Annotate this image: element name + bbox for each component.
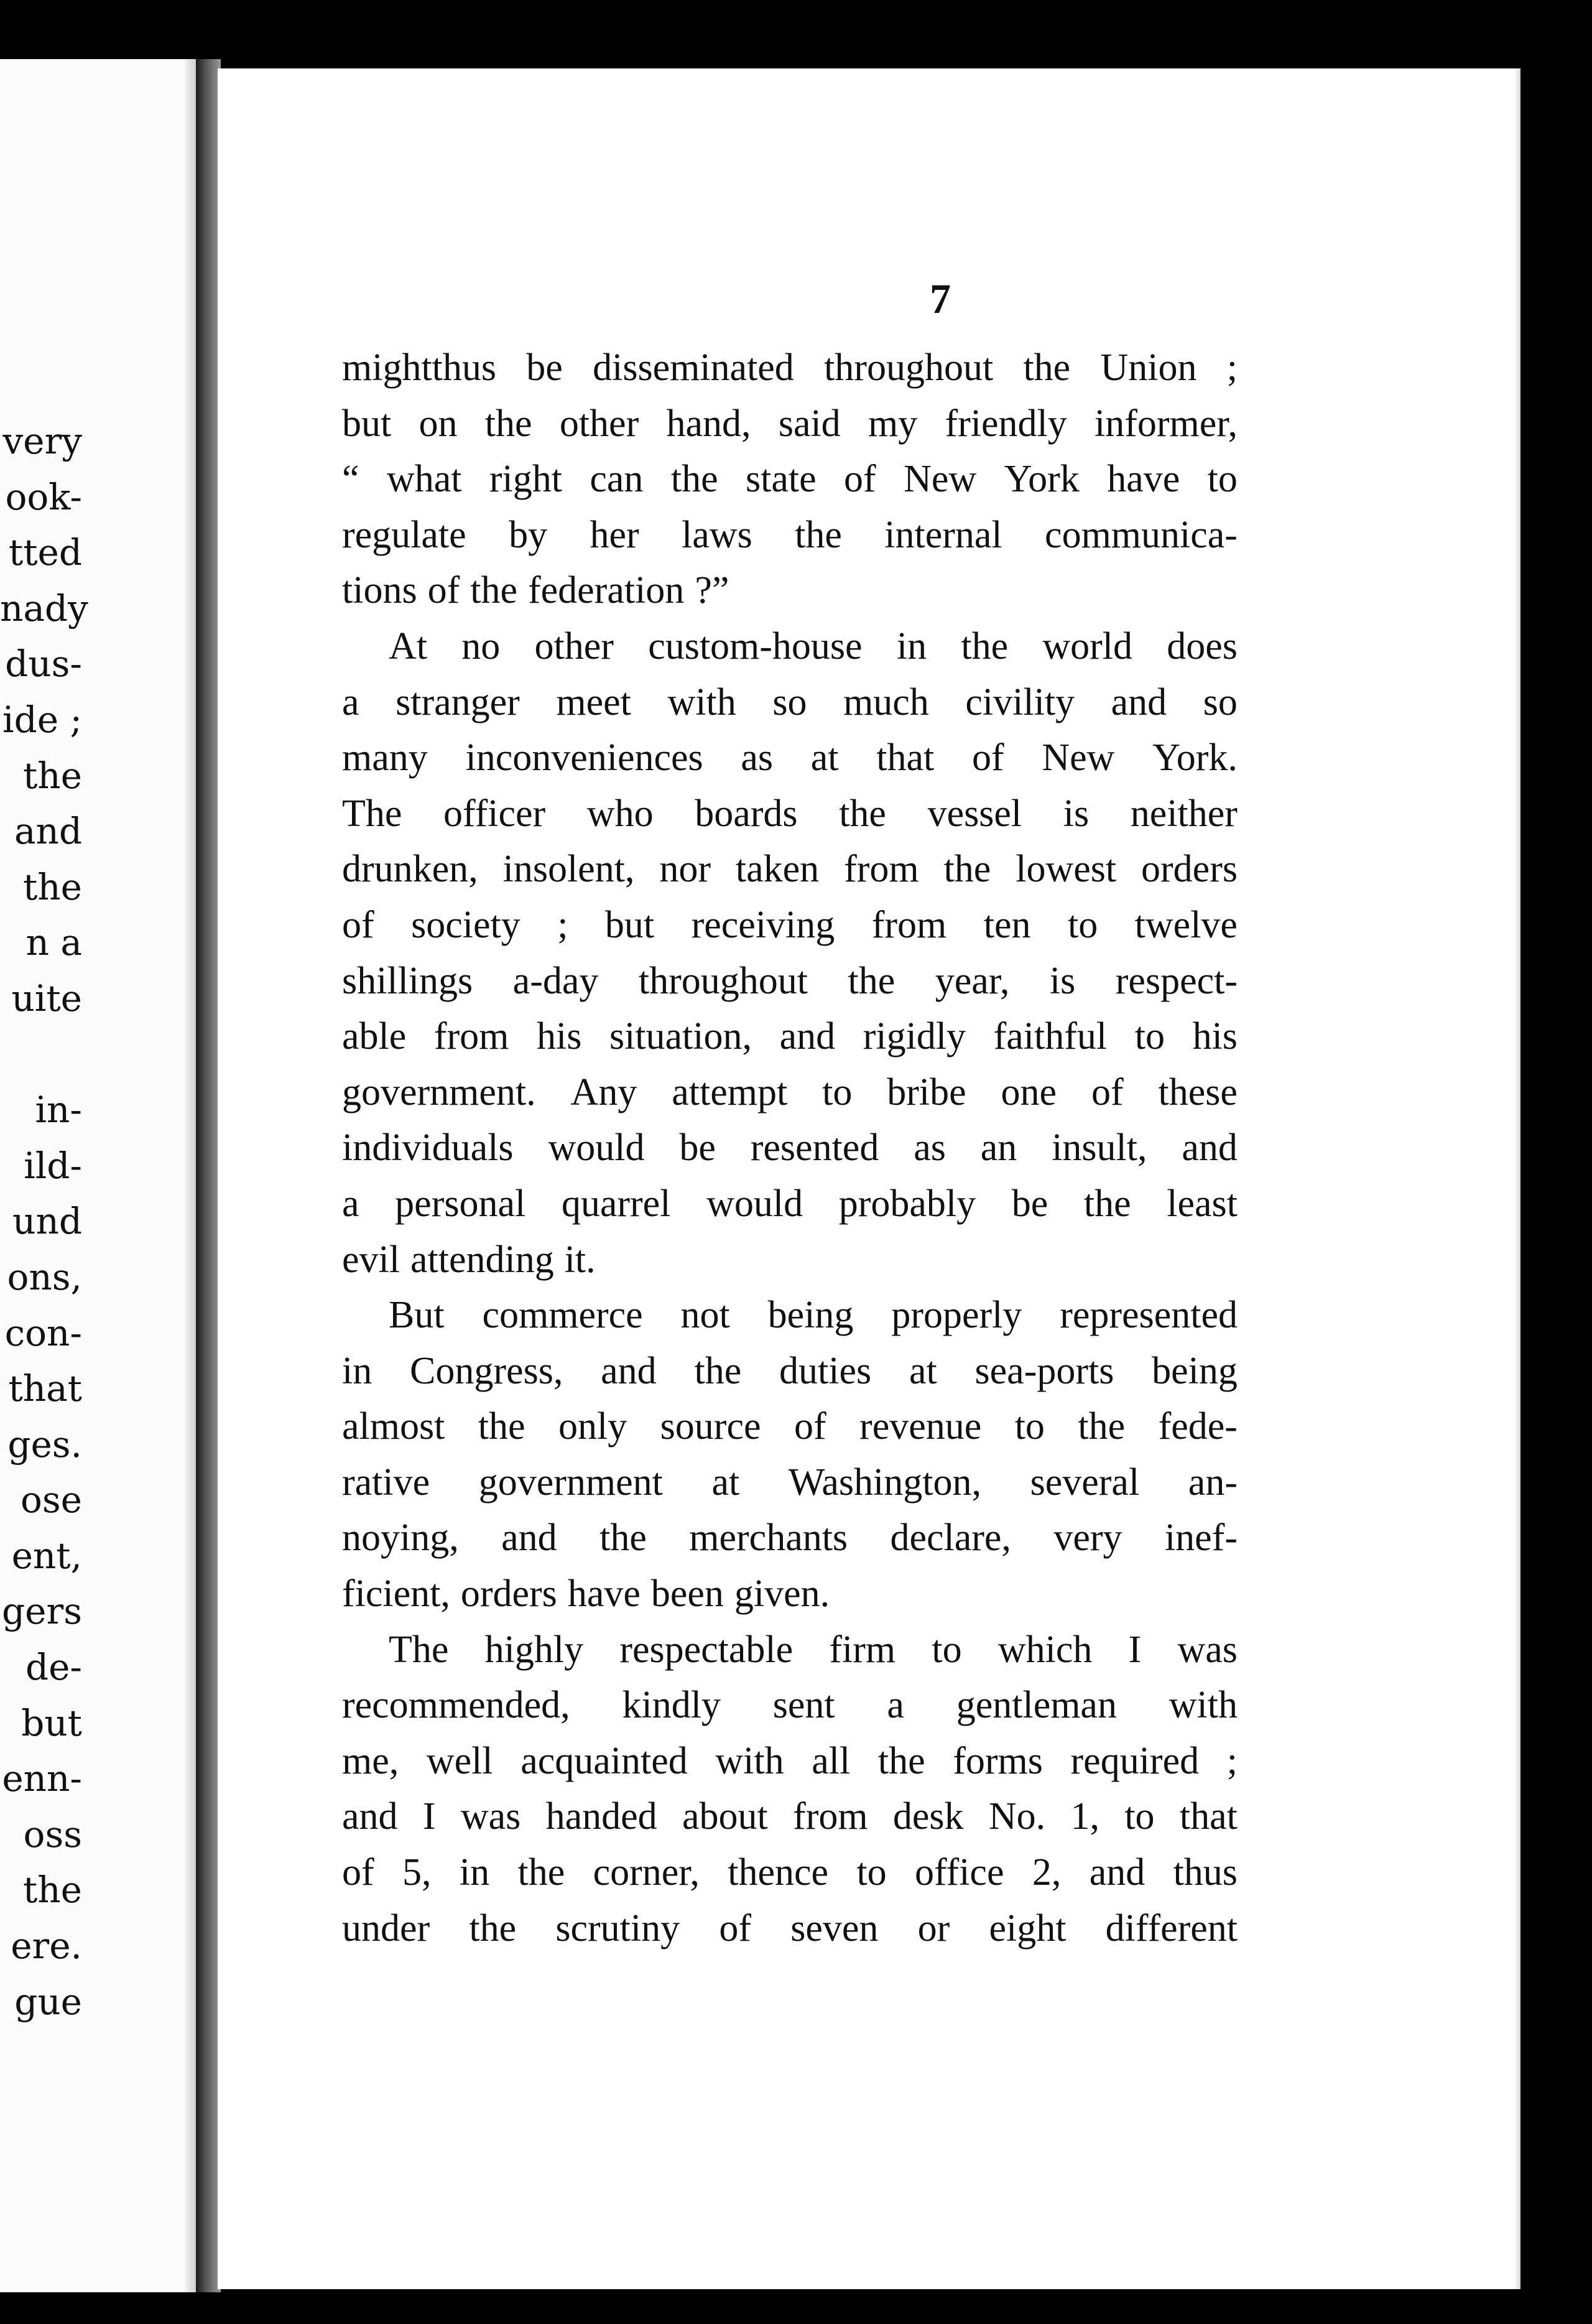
text-line [342,1176,1238,1232]
word: thus [1173,1851,1238,1894]
word: her [590,513,639,556]
word: bribe [887,1071,966,1113]
word: acquainted [521,1739,688,1782]
left-page-line: tted [8,531,82,574]
word: a [887,1684,904,1727]
word: thence [728,1851,829,1894]
word: stranger [396,681,520,723]
word: lowest [1016,848,1117,891]
word: communica- [1045,513,1238,556]
word: respect- [1115,959,1238,1002]
word: state [746,458,817,501]
word: at [909,1349,937,1392]
left-page-line: ere. [11,1925,82,1968]
word: the [795,513,842,556]
word: be [526,346,563,389]
word: that [1179,1795,1238,1838]
word: I [1128,1628,1142,1671]
text-line [342,396,1238,452]
book-spine-shadow [196,59,221,2292]
left-page-line: n a [25,921,82,964]
word: other [534,625,614,667]
text-line [342,675,1238,731]
word: inconveniences [465,737,703,779]
word: least [1167,1182,1238,1225]
word: individuals [342,1127,514,1169]
left-page-line: in- [35,1089,82,1132]
word: the [478,1405,525,1448]
word: federation [528,569,685,612]
word: was [1177,1628,1238,1671]
word: these [1158,1071,1238,1113]
word: ten [983,903,1031,946]
left-page-line: oss [23,1813,82,1856]
word: firm [829,1628,896,1671]
word: in [342,1349,373,1392]
word: world [1042,625,1133,667]
word: internal [884,513,1002,556]
word: Washington, [788,1461,982,1504]
left-facing-page [0,59,196,2292]
text-line [342,1734,1238,1790]
text-line [342,340,1238,396]
word: the [961,625,1009,667]
word: taken [735,848,820,891]
word: meet [556,681,631,723]
word: much [843,681,929,723]
word: corner, [593,1851,700,1894]
text-line [342,1901,1238,1957]
word: was [460,1795,521,1838]
word: being [1152,1349,1238,1392]
text-line [342,563,1238,619]
word: or [917,1907,950,1950]
word: my [868,402,918,445]
word: at [711,1461,740,1504]
word: office [915,1851,1004,1894]
word: desk [892,1795,964,1838]
text-line [342,1455,1238,1511]
word: the [877,1739,925,1782]
word: But [389,1294,445,1337]
word: neither [1130,792,1238,835]
word: tions [342,569,417,612]
word: 1, [1070,1795,1099,1838]
word: to [1134,1015,1165,1058]
word: by [509,513,548,556]
word: custom-house [648,625,863,667]
word: regulate [342,513,466,556]
left-page-line: uite [11,977,82,1020]
word: probably [838,1182,976,1225]
word: on [419,402,458,445]
left-page-line: and [14,810,82,853]
word: revenue [859,1405,982,1448]
word: attending [410,1238,554,1281]
word: mightthus [342,346,497,389]
left-page-line: the [23,1869,82,1912]
word: fede- [1158,1405,1238,1448]
word: nor [659,848,711,891]
text-line [342,1344,1238,1400]
text-line [342,1678,1238,1734]
word: not [680,1294,730,1337]
word: the [1023,346,1071,389]
left-page-text-fragments [0,414,88,2030]
word: said [778,402,841,445]
word: of [1091,1071,1124,1113]
word: is [1063,792,1090,835]
word: drunken, [342,848,478,891]
left-page-line: but [21,1701,82,1744]
text-line [342,1009,1238,1065]
word: almost [342,1405,445,1448]
text-line [342,898,1238,954]
word: and [1111,681,1167,723]
word: with [667,681,736,723]
word: the [469,1907,517,1950]
word: year, [935,959,1010,1002]
word: I [422,1795,436,1838]
word: the [470,569,517,612]
word: 2, [1032,1851,1062,1894]
left-page-line: ent, [11,1534,82,1577]
word: a [342,681,359,723]
word: a [342,1182,359,1225]
right-page [218,68,1520,2289]
word: be [1011,1182,1048,1225]
word: to [1067,903,1098,946]
word: to [932,1628,962,1671]
left-page-line [0,1027,82,1083]
word: all [812,1739,851,1782]
word: from [793,1795,868,1838]
word: with [1169,1684,1238,1727]
word: seven [790,1907,879,1950]
word: quarrel [561,1182,671,1225]
word: to [822,1071,853,1113]
word: recommended, [342,1684,570,1727]
word: gentleman [956,1684,1117,1727]
word: Union [1100,346,1197,389]
word: which [997,1628,1093,1671]
word: New [1042,737,1115,779]
word: been [650,1573,724,1615]
left-page-line: ges. [7,1423,82,1466]
word: New [904,458,977,501]
word: At [389,625,427,667]
word: “ [342,458,359,501]
word: 5, [402,1851,432,1894]
word: twelve [1134,903,1238,946]
word: The [389,1628,449,1671]
word: society [411,903,521,946]
word: No. [988,1795,1046,1838]
left-page-line: con- [4,1311,82,1354]
word: receiving [691,903,835,946]
text-line [342,1622,1238,1678]
text-line [342,452,1238,508]
word: under [342,1907,430,1950]
word: of [342,1851,374,1894]
word: personal [395,1182,526,1225]
word: informer, [1094,402,1238,445]
word: have [567,1573,641,1615]
text-line [342,1232,1238,1288]
word: of [794,1405,826,1448]
word: the [484,402,532,445]
left-page-line: ose [20,1479,82,1522]
word: but [604,903,655,946]
word: merchants [689,1517,848,1559]
left-page-gutter [185,59,196,2292]
word: The [342,792,402,835]
word: required [1070,1739,1200,1782]
text-line [342,1566,1238,1622]
text-line [342,1789,1238,1845]
left-page-line: und [12,1200,82,1243]
word: in [459,1851,490,1894]
word: in [896,625,927,667]
word: Congress, [410,1349,563,1392]
word: inef- [1164,1517,1238,1559]
left-page-line: ide ; [2,698,82,741]
word: to [1124,1795,1155,1838]
word: friendly [945,402,1067,445]
word: his [536,1015,582,1058]
left-page-line: gers [2,1590,82,1633]
word: faithful [993,1015,1108,1058]
word: given. [734,1573,830,1615]
word: an- [1188,1461,1238,1504]
word: able [342,1015,407,1058]
word: resented [750,1127,879,1169]
page-number: 7 [930,275,951,322]
word: does [1167,625,1238,667]
word: source [660,1405,761,1448]
left-page-line: the [23,865,82,908]
word: shillings [342,959,473,1002]
word: an [980,1127,1017,1169]
word: and [501,1517,557,1559]
word: of [719,1907,751,1950]
text-line [342,730,1238,786]
word: ; [1226,346,1238,389]
text-line [342,508,1238,564]
text-line [342,954,1238,1010]
word: ?” [695,569,729,612]
text-line [342,1510,1238,1566]
word: one [1001,1071,1057,1113]
word: other [559,402,639,445]
word: to [1014,1405,1045,1448]
word: the [517,1851,565,1894]
left-page-line: that [8,1367,82,1410]
word: attempt [672,1071,788,1113]
word: who [586,792,654,835]
word: as [741,737,774,779]
word: from [433,1015,509,1058]
word: York [1004,458,1080,501]
word: respectable [619,1628,794,1671]
word: civility [965,681,1075,723]
word: laws [682,513,752,556]
left-page-line: nady [0,587,88,630]
word: the [848,959,895,1002]
word: and [1089,1851,1145,1894]
left-page-line: the [23,754,82,797]
word: different [1105,1907,1238,1950]
word: duties [779,1349,872,1392]
word: would [548,1127,645,1169]
word: rative [342,1461,430,1504]
word: being [767,1294,854,1337]
word: the [943,848,991,891]
word: sent [772,1684,835,1727]
left-page-line: de- [25,1646,82,1689]
word: and [601,1349,657,1392]
word: the [839,792,886,835]
word: commerce [482,1294,643,1337]
word: well [426,1739,493,1782]
word: evil [342,1238,400,1281]
word: the [1078,1405,1126,1448]
text-line [342,1399,1238,1455]
word: to [1207,458,1238,501]
word: represented [1060,1294,1238,1337]
word: disseminated [593,346,794,389]
left-page-line: gue [14,1980,82,2023]
word: the [694,1349,742,1392]
word: with [715,1739,784,1782]
word: and [1182,1127,1238,1169]
word: have [1107,458,1180,501]
word: of [971,737,1004,779]
word: a-day [512,959,599,1002]
word: to [856,1851,887,1894]
word: from [871,903,947,946]
word: it. [564,1238,596,1281]
text-line [342,1288,1238,1344]
word: kindly [622,1684,721,1727]
word: government [478,1461,663,1504]
word: Any [570,1071,637,1113]
word: but [342,402,392,445]
word: declare, [890,1517,1011,1559]
word: sea-ports [974,1349,1114,1392]
word: ; [557,903,568,946]
word: what [386,458,462,501]
word: orders [1141,848,1238,891]
word: at [810,737,839,779]
word: forms [953,1739,1043,1782]
word: York. [1152,737,1238,779]
word: several [1030,1461,1140,1504]
word: and [779,1015,836,1058]
word: of [427,569,460,612]
word: throughout [638,959,808,1002]
word: ; [1226,1739,1238,1782]
word: as [914,1127,946,1169]
word: many [342,737,428,779]
word: from [844,848,919,891]
word: of [844,458,876,501]
left-page-line: ook- [5,475,82,518]
word: throughout [824,346,994,389]
word: ficient, [342,1573,450,1615]
word: about [682,1795,768,1838]
word: boards [695,792,798,835]
text-line [342,842,1238,898]
page-edge [1514,68,1520,2289]
word: right [489,458,562,501]
word: hand, [666,402,751,445]
left-page-line: ild- [24,1144,82,1187]
word: insolent, [502,848,635,891]
word: properly [891,1294,1022,1337]
word: the [1083,1182,1131,1225]
word: no [461,625,501,667]
word: so [1203,681,1238,723]
word: and [342,1795,398,1838]
word: only [558,1405,627,1448]
word: situation, [609,1015,752,1058]
text-line [342,1065,1238,1121]
word: be [679,1127,716,1169]
word: orders [460,1573,557,1615]
word: his [1192,1015,1238,1058]
word: would [706,1182,803,1225]
left-page-line: ons, [7,1255,82,1298]
word: government. [342,1071,536,1113]
text-line [342,1845,1238,1901]
word: insult, [1052,1127,1147,1169]
word: can [590,458,644,501]
word: noying, [342,1517,459,1559]
word: very [1053,1517,1122,1559]
word: rigidly [863,1015,966,1058]
word: scrutiny [555,1907,680,1950]
word: so [772,681,807,723]
text-line [342,1120,1238,1176]
word: me, [342,1739,399,1782]
text-line [342,786,1238,842]
left-page-line: dus- [5,643,82,686]
word: is [1049,959,1076,1002]
word: of [342,903,374,946]
left-page-line: enn- [2,1757,82,1800]
text-line [342,619,1238,675]
word: eight [989,1907,1067,1950]
word: officer [443,792,546,835]
word: that [876,737,935,779]
left-page-line: very [2,420,82,462]
word: the [670,458,718,501]
word: the [599,1517,647,1559]
word: vessel [927,792,1022,835]
word: handed [545,1795,657,1838]
body-text [342,340,1238,1956]
word: highly [484,1628,584,1671]
